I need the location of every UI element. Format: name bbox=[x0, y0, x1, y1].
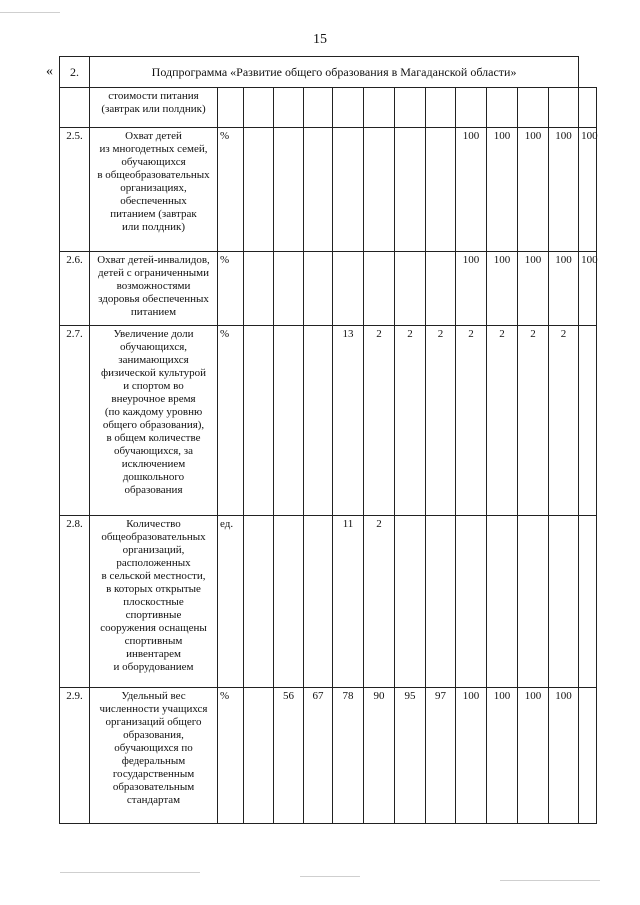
value-cell bbox=[518, 88, 549, 128]
value-cell: 100 bbox=[456, 688, 487, 824]
value-cell bbox=[579, 326, 597, 516]
value-cell: 90 bbox=[364, 688, 395, 824]
unit-cell: % bbox=[218, 688, 244, 824]
value-cell bbox=[579, 516, 597, 688]
value-cell: 95 bbox=[395, 688, 426, 824]
value-cell: 2 bbox=[364, 326, 395, 516]
value-cell bbox=[549, 516, 579, 688]
value-cell bbox=[549, 88, 579, 128]
value-cell bbox=[518, 516, 549, 688]
value-cell: 2 bbox=[549, 326, 579, 516]
value-cell: 100 bbox=[549, 688, 579, 824]
value-cell: 2 bbox=[456, 326, 487, 516]
value-cell: 78 bbox=[333, 688, 364, 824]
unit-cell: % bbox=[218, 128, 244, 252]
value-cell bbox=[304, 128, 333, 252]
value-cell: 2 bbox=[395, 326, 426, 516]
value-cell bbox=[333, 88, 364, 128]
value-cell bbox=[364, 88, 395, 128]
value-cell bbox=[395, 252, 426, 326]
value-cell bbox=[304, 252, 333, 326]
value-cell bbox=[456, 516, 487, 688]
indicator-name: Охват детей из многодетных семей, обучающихся в общеобразовательных организациях, обеспеченных питанием (завтрак или полдник) bbox=[90, 128, 218, 252]
row-number: 2.9. bbox=[60, 688, 90, 824]
scan-artifact-top bbox=[0, 12, 60, 13]
value-cell bbox=[244, 252, 274, 326]
unit-cell bbox=[218, 88, 244, 128]
value-cell: 2 bbox=[487, 326, 518, 516]
value-cell: 2 bbox=[364, 516, 395, 688]
section-header-row bbox=[60, 57, 597, 88]
value-cell: 100 bbox=[549, 252, 579, 326]
value-cell: 100 bbox=[456, 252, 487, 326]
row-number: 2.8. bbox=[60, 516, 90, 688]
value-cell: 67 bbox=[304, 688, 333, 824]
value-cell bbox=[244, 688, 274, 824]
value-cell bbox=[395, 128, 426, 252]
value-cell bbox=[364, 128, 395, 252]
unit-cell: ед. bbox=[218, 516, 244, 688]
indicator-name: Охват детей-инвалидов, детей с ограниченными возможностями здоровья обеспеченных питанием bbox=[90, 252, 218, 326]
table-row bbox=[60, 326, 597, 516]
value-cell: 100 bbox=[487, 252, 518, 326]
indicator-name: Увеличение доли обучающихся, занимающихся физической культурой и спортом во внеурочное время (по каждому уровню общего образования), в общем количестве обучающихся, за исключением дошкольного образования bbox=[90, 326, 218, 516]
indicator-name: стоимости питания (завтрак или полдник) bbox=[90, 88, 218, 128]
value-cell bbox=[487, 88, 518, 128]
table-row bbox=[60, 252, 597, 326]
value-cell bbox=[333, 252, 364, 326]
indicators-table bbox=[59, 56, 597, 824]
value-cell: 56 bbox=[274, 688, 304, 824]
indicator-name: Удельный вес численности учащихся организаций общего образования, обучающихся по федеральным государственным образовательным стандартам bbox=[90, 688, 218, 824]
value-cell: 100 bbox=[518, 252, 549, 326]
value-cell bbox=[274, 516, 304, 688]
value-cell bbox=[487, 516, 518, 688]
value-cell: 100 bbox=[579, 252, 597, 326]
table-row bbox=[60, 88, 597, 128]
value-cell: 2 bbox=[518, 326, 549, 516]
table-row bbox=[60, 516, 597, 688]
value-cell: 97 bbox=[426, 688, 456, 824]
row-number: 2.6. bbox=[60, 252, 90, 326]
value-cell: 11 bbox=[333, 516, 364, 688]
value-cell bbox=[395, 516, 426, 688]
value-cell: 100 bbox=[487, 688, 518, 824]
value-cell bbox=[244, 88, 274, 128]
value-cell bbox=[333, 128, 364, 252]
unit-cell: % bbox=[218, 252, 244, 326]
value-cell bbox=[456, 88, 487, 128]
unit-cell: % bbox=[218, 326, 244, 516]
scan-artifact-bottom-center bbox=[300, 876, 360, 877]
value-cell bbox=[274, 88, 304, 128]
scan-artifact-bottom-left bbox=[60, 872, 200, 873]
value-cell: 100 bbox=[549, 128, 579, 252]
value-cell: 100 bbox=[579, 128, 597, 252]
section-number: 2. bbox=[60, 57, 90, 88]
value-cell bbox=[304, 326, 333, 516]
value-cell bbox=[244, 516, 274, 688]
value-cell: 100 bbox=[518, 128, 549, 252]
value-cell bbox=[395, 88, 426, 128]
opening-quote-mark: « bbox=[46, 64, 53, 79]
value-cell bbox=[426, 252, 456, 326]
value-cell bbox=[244, 326, 274, 516]
indicator-name: Количество общеобразовательных организаций, расположенных в сельской местности, в которых открытые плоскостные спортивные сооружения оснащены спортивным инвентарем и оборудованием bbox=[90, 516, 218, 688]
value-cell bbox=[579, 88, 597, 128]
value-cell bbox=[579, 688, 597, 824]
section-title: Подпрограмма «Развитие общего образования в Магаданской области» bbox=[90, 57, 579, 88]
table-row bbox=[60, 688, 597, 824]
value-cell bbox=[274, 252, 304, 326]
value-cell bbox=[426, 516, 456, 688]
value-cell bbox=[304, 88, 333, 128]
row-number: 2.7. bbox=[60, 326, 90, 516]
value-cell: 2 bbox=[426, 326, 456, 516]
value-cell bbox=[304, 516, 333, 688]
value-cell: 100 bbox=[518, 688, 549, 824]
value-cell bbox=[426, 128, 456, 252]
value-cell bbox=[426, 88, 456, 128]
value-cell bbox=[244, 128, 274, 252]
page-number: 15 bbox=[313, 32, 327, 47]
value-cell bbox=[274, 128, 304, 252]
value-cell: 100 bbox=[456, 128, 487, 252]
value-cell: 13 bbox=[333, 326, 364, 516]
row-number bbox=[60, 88, 90, 128]
value-cell: 100 bbox=[487, 128, 518, 252]
value-cell bbox=[274, 326, 304, 516]
table-row bbox=[60, 128, 597, 252]
value-cell bbox=[364, 252, 395, 326]
scan-artifact-bottom-right bbox=[500, 880, 600, 881]
row-number: 2.5. bbox=[60, 128, 90, 252]
